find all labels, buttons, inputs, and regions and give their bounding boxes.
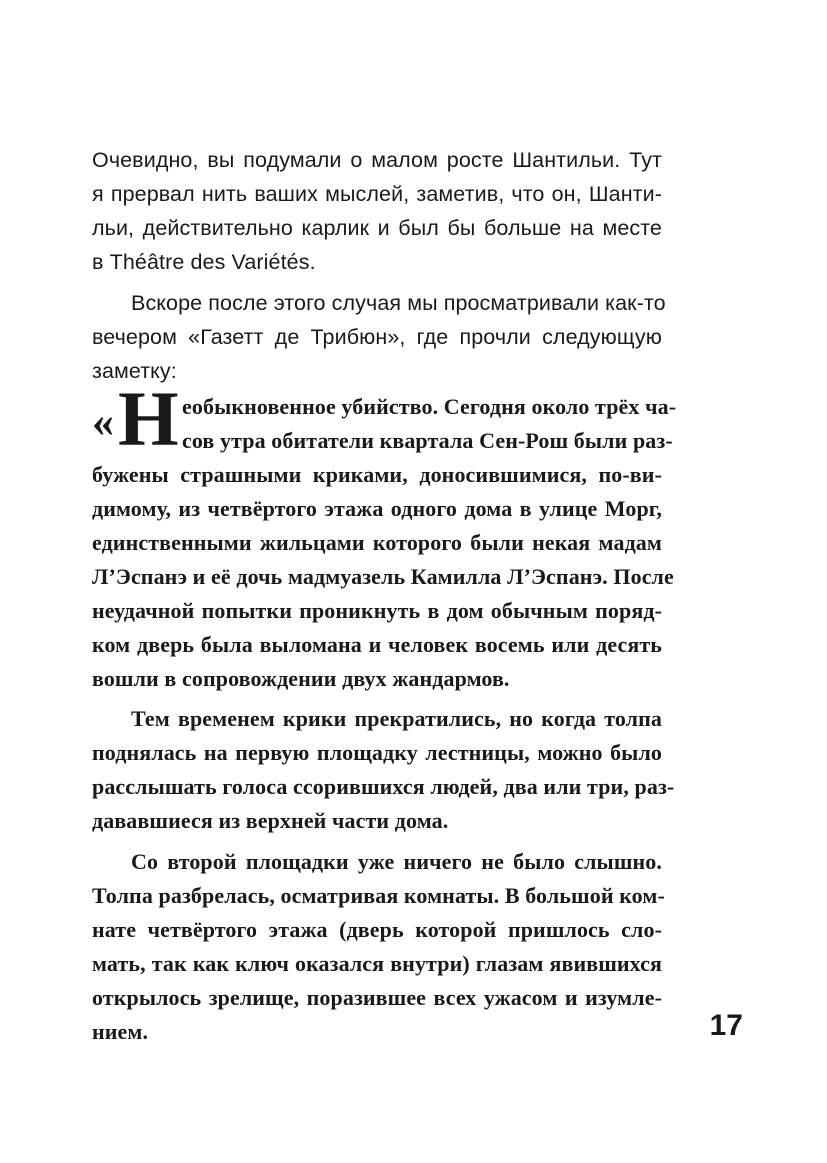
text-line: нием. bbox=[92, 1019, 149, 1044]
text-line: поднялась на первую площадку лестницы, можно было bbox=[92, 740, 662, 765]
text-line: вечером «Газетт де Трибюн», где прочли следующую bbox=[92, 325, 662, 349]
text-line: сов утра обитатели квартала Сен-Рош были раз- bbox=[182, 428, 673, 453]
text-line: мать, так как ключ оказался внутри) глазам явившихся bbox=[92, 951, 662, 976]
text-line: открылось зрелище, поразившее всех ужасом и изумле- bbox=[92, 985, 662, 1010]
page-number: 17 bbox=[709, 1009, 743, 1042]
text-line: единственными жильцами которого были некая мадам bbox=[92, 530, 662, 555]
drop-cap-letter: Н bbox=[118, 375, 179, 462]
text-line: Тем временем крики прекратились, но когда толпа bbox=[131, 706, 662, 731]
text-line: нате четвёртого этажа (дверь которой пришлось сло- bbox=[92, 917, 662, 942]
text-line: димому, из четвёртого этажа одного дома в улице Морг, bbox=[92, 496, 662, 521]
text-line: еобыкновенное убийство. Сегодня около трёх ча- bbox=[182, 394, 677, 419]
text-line: Л’Эспанэ и её дочь мадмуазель Камилла Л’Эспанэ. После bbox=[92, 564, 674, 589]
text-line: расслышать голоса ссорившихся людей, два или три, раз- bbox=[92, 774, 675, 799]
text-line: бужены страшными криками, доносившимися, по-ви- bbox=[92, 462, 662, 487]
text-line: в Théâtre des Variétés. bbox=[92, 250, 316, 274]
text-line: Со второй площадки уже ничего не было слышно. bbox=[131, 849, 662, 874]
text-line: неудачной попытки проникнуть в дом обычным поряд- bbox=[92, 598, 662, 623]
text-line: вошли в сопровождении двух жандармов. bbox=[92, 666, 510, 691]
drop-cap bbox=[92, 375, 180, 462]
text-line: я прервал нить ваших мыслей, заметив, что он, Шанти- bbox=[92, 182, 662, 206]
text-line: Толпа разбрелась, осматривая комнаты. В большой ком- bbox=[92, 883, 665, 908]
text-line: заметку: bbox=[92, 359, 177, 383]
text-line: ком дверь была выломана и человек восемь или десять bbox=[92, 632, 662, 657]
drop-cap-quote-mark: « bbox=[92, 397, 114, 446]
text-line: Очевидно, вы подумали о малом росте Шантильи. Тут bbox=[92, 148, 662, 172]
text-line: Вскоре после этого случая мы просматривали как-то bbox=[131, 291, 666, 315]
text-line: дававшиеся из верхней части дома. bbox=[92, 808, 449, 833]
text-line: льи, действительно карлик и был бы больше на месте bbox=[92, 216, 662, 240]
